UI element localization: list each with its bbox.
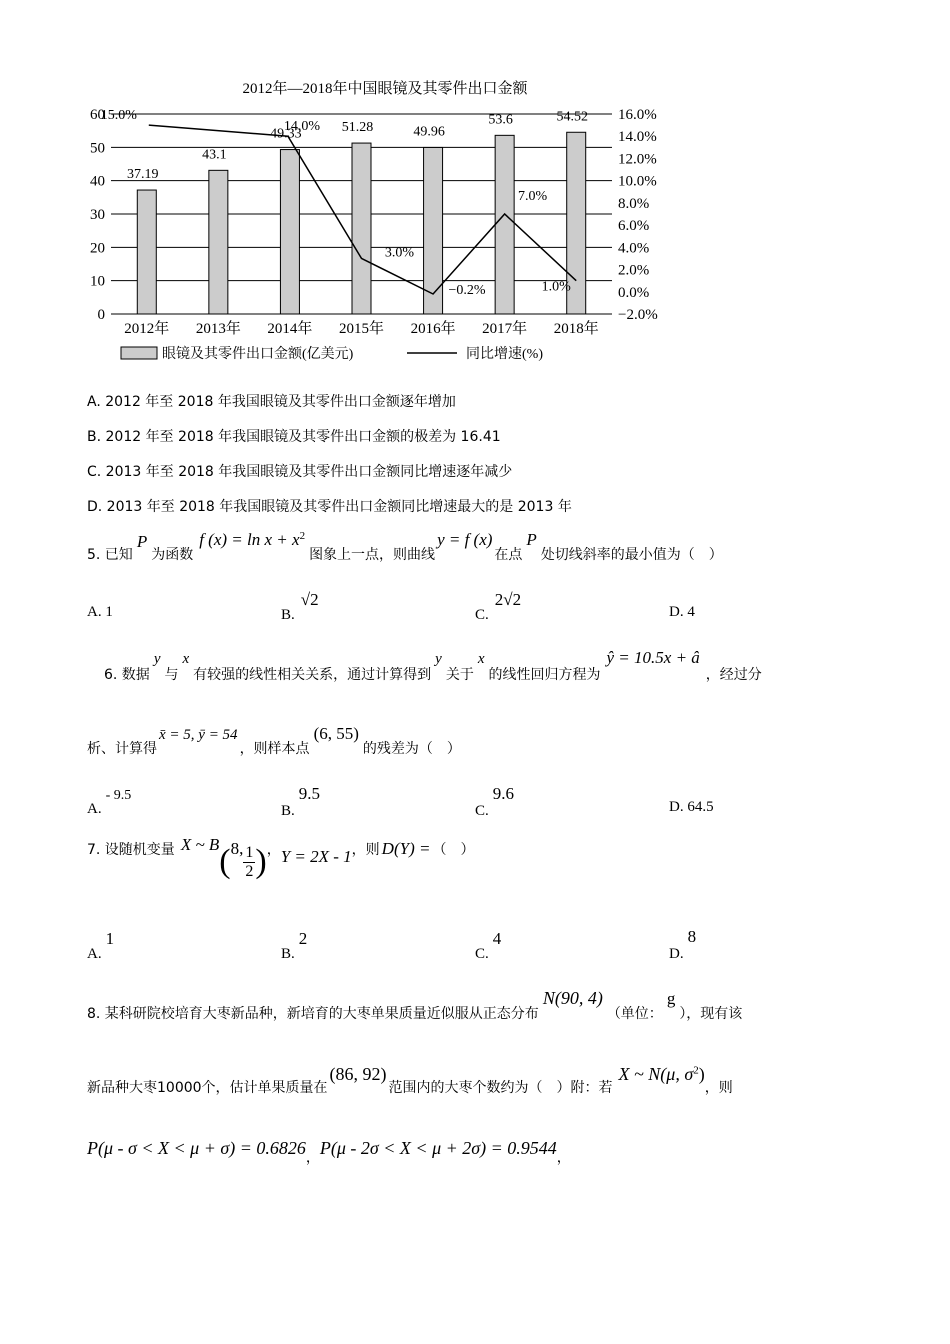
bar-value-label: 43.1: [202, 147, 227, 163]
q6-option-c: C.9.6: [475, 784, 515, 819]
q8-interval: (86, 92): [329, 1064, 387, 1084]
legend-bar-swatch: [121, 347, 157, 359]
q6-means: x̄ = 5, ȳ = 54: [159, 727, 238, 743]
q5-option-d: D. 4: [669, 604, 695, 620]
q5-option-b-value: √2: [300, 590, 319, 609]
y-right-tick-label: 4.0%: [618, 240, 650, 257]
bar: [280, 150, 299, 314]
bar-value-label: 49.33: [270, 126, 302, 142]
bar-value-label: 37.19: [127, 167, 159, 183]
line-value-label: 7.0%: [518, 189, 548, 204]
q7-y-expression: Y = 2X - 1: [280, 846, 352, 866]
q6-option-a: A.- 9.5: [87, 788, 132, 817]
y-right-tick-label: 6.0%: [618, 218, 650, 235]
question-8-line-3: P(μ - σ < X < μ + σ) = 0.6826，P(μ - 2σ < X < μ + 2σ) = 0.9544，: [87, 1138, 571, 1166]
bar: [352, 143, 371, 314]
q6-sample-point: (6, 55): [313, 724, 359, 743]
q5-option-b: B.√2: [281, 590, 319, 623]
line-value-label: 3.0%: [384, 245, 415, 261]
q7-binomial: X ~ B: [180, 834, 220, 854]
q5-function: f (x) = ln x + x: [199, 530, 300, 550]
q6-option-d: D. 64.5: [669, 799, 714, 815]
y-right-tick-label: 14.0%: [618, 129, 657, 146]
chart-title: 2012年—2018年中国眼镜及其零件出口金额: [242, 81, 528, 97]
y-left-tick-label: 60: [90, 107, 105, 123]
question-7: 7. 设随机变量 X ~ B(8, $\frac{1}{2}$ )，Y = 2X - 1，则 D(Y) = （ ）: [87, 834, 475, 880]
legend-line-label: 同比增速(%): [466, 347, 543, 362]
x-tick-label: 2018年: [553, 321, 599, 337]
q5-exponent: 2: [299, 530, 306, 542]
q5-option-a: A. 1: [87, 604, 113, 620]
q5-point-p: P: [136, 532, 148, 552]
q5-curve: y = f (x): [437, 530, 493, 550]
q8-distribution: N(90, 4): [542, 988, 603, 1008]
question-6-line-1: 6. 数据y与x有较强的线性相关关系，通过计算得到y关于x的线性回归方程为ŷ = 10.5x + â，经过分: [104, 648, 762, 683]
x-tick-label: 2016年: [410, 321, 456, 337]
x-tick-label: 2017年: [482, 321, 528, 337]
bar-value-label: 53.6: [488, 112, 513, 128]
q7-option-b: B.2: [281, 929, 308, 962]
y-right-tick-label: 12.0%: [618, 151, 657, 168]
x-tick-label: 2012年: [124, 321, 170, 337]
x-tick-label: 2013年: [195, 321, 241, 337]
line-value-label: 1.0%: [541, 279, 571, 295]
export-chart: [0, 0, 950, 380]
q7-variance: D(Y) =: [381, 838, 431, 858]
y-left-tick-label: 40: [90, 173, 105, 190]
q6-option-b: B.9.5: [281, 784, 321, 819]
y-right-tick-label: 2.0%: [618, 262, 650, 279]
y-right-tick-label: −2.0%: [618, 307, 658, 323]
question-5: [87, 530, 723, 564]
q5-point-p2: P: [526, 530, 537, 550]
y-left-tick-label: 30: [90, 207, 105, 223]
q7-option-a: A.1: [87, 929, 115, 962]
q6-regression-equation: ŷ = 10.5x + â: [606, 648, 700, 667]
y-right-tick-label: 10.0%: [618, 173, 657, 190]
q7-option-d: D.8: [669, 927, 697, 962]
y-left-tick-label: 0: [97, 307, 105, 323]
bar-value-label: 49.96: [413, 124, 445, 140]
legend-bar-label: 眼镜及其零件出口金额(亿美元): [162, 347, 354, 362]
q8-normal: X ~ N(μ, σ: [618, 1064, 694, 1084]
bar: [209, 170, 228, 314]
bar: [424, 147, 443, 314]
q5-option-c: C.2√2: [475, 590, 522, 623]
bar: [137, 190, 156, 314]
q7-option-c: C.4: [475, 929, 502, 962]
x-tick-label: 2015年: [338, 321, 385, 337]
y-left-tick-label: 50: [90, 140, 105, 157]
bar: [495, 135, 514, 314]
q4-option-d: D. 2013 年至 2018 年我国眼镜及其零件出口金额同比增速最大的是 2013 年: [87, 499, 572, 515]
q4-option-c: C. 2013 年至 2018 年我国眼镜及其零件出口金额同比增速逐年减少: [87, 464, 513, 480]
q5-option-c-value: 2√2: [494, 590, 522, 609]
y-right-tick-label: 16.0%: [618, 107, 657, 123]
line-value-label: 14.0%: [283, 119, 321, 135]
q8-prob-1: P(μ - σ < X < μ + σ) = 0.6826: [87, 1138, 306, 1158]
x-tick-label: 2014年: [267, 321, 313, 337]
q4-option-a: A. 2012 年至 2018 年我国眼镜及其零件出口金额逐年增加: [87, 394, 456, 410]
y-right-tick-label: 0.0%: [618, 284, 650, 301]
bar-value-label: 54.52: [556, 109, 588, 125]
q5-text-1: 5. 已知: [87, 547, 133, 564]
line-value-label: 15.0%: [100, 108, 137, 124]
question-6-line-2: 析、计算得x̄ = 5, ȳ = 54，则样本点(6, 55)的残差为（ ）: [87, 724, 461, 757]
line-value-label: −0.2%: [448, 283, 486, 298]
q7-fraction: $\frac{1}{2}$: [245, 843, 254, 880]
q4-option-b: B. 2012 年至 2018 年我国眼镜及其零件出口金额的极差为 16.41: [87, 429, 501, 445]
q5-text-3: 图象上一点，则曲线: [309, 547, 436, 564]
question-8-line-2: 新品种大枣10000个，估计单果质量在(86, 92)范围内的大枣个数约为（ ）附：若X ~ N(μ, $\sigma^2$)，则: [87, 1064, 733, 1096]
y-right-tick-label: 8.0%: [618, 195, 650, 212]
q8-prob-2: P(μ - 2σ < X < μ + 2σ) = 0.9544: [319, 1138, 557, 1158]
q5-text-2: 为函数: [151, 547, 194, 564]
y-left-tick-label: 20: [90, 240, 105, 257]
q5-text-4: 在点: [494, 547, 523, 564]
y-left-tick-label: 10: [90, 273, 105, 290]
bar-value-label: 51.28: [341, 120, 374, 136]
q5-text-5: 处切线斜率的最小值为（ ）: [540, 547, 723, 564]
question-8-line-1: 8. 某科研院校培育大枣新品种，新培育的大枣单果质量近似服从正态分布N(90, 4)（单位：g），现有该: [87, 988, 743, 1022]
